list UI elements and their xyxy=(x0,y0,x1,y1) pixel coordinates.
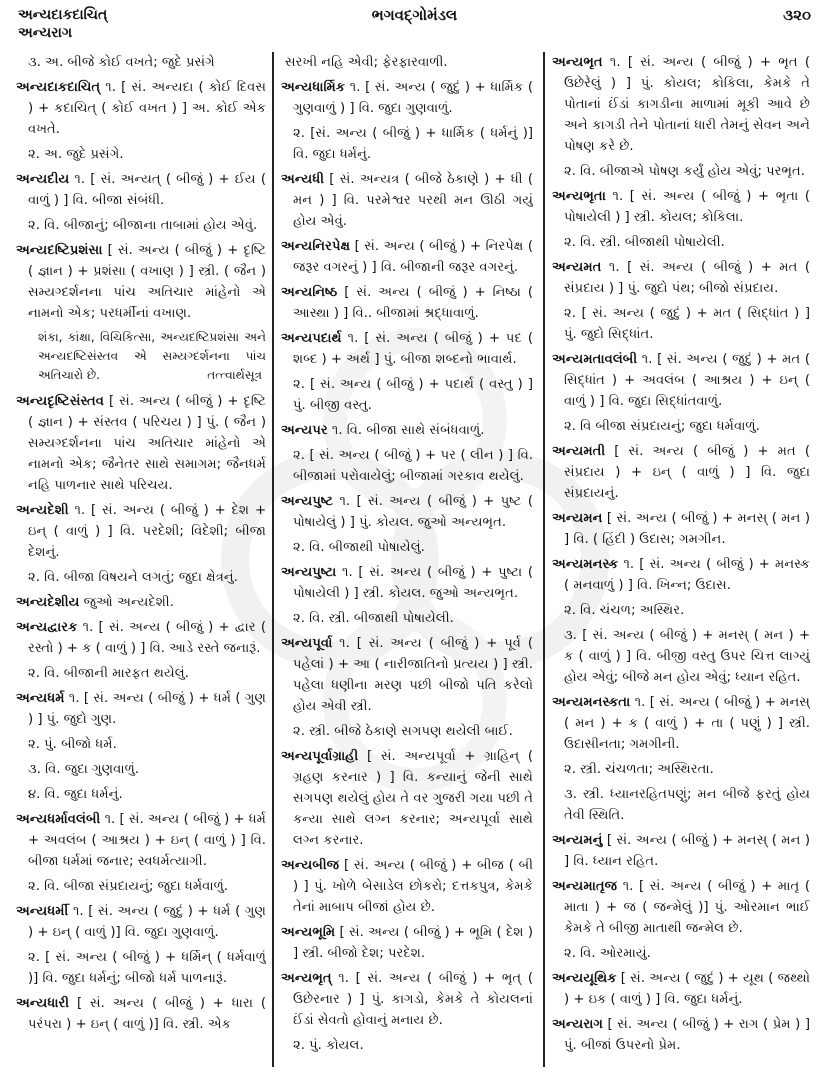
headword: અન્યમનું xyxy=(552,833,603,848)
dictionary-entry xyxy=(552,508,810,550)
headword: અન્યપર xyxy=(281,423,328,438)
headword: અન્યપૂર્વા xyxy=(281,636,333,651)
dictionary-entry xyxy=(552,876,810,939)
dictionary-entry xyxy=(281,420,533,441)
definition-text: જુઓ અન્યદેશી. xyxy=(79,595,174,610)
headword: અન્યપૂર્વાગ્રાહી xyxy=(281,749,359,764)
page-header xyxy=(18,6,811,46)
dictionary-entry xyxy=(281,562,533,604)
headword: અન્યદ્વારક xyxy=(16,620,78,635)
headword: અન્યધારી xyxy=(16,996,70,1011)
definition-text: ૧. [ સં. અન્ય ( બીજું ) + મત ( સંપ્રદાય ) ] પું. જુદો પંથ; બીજો સંપ્રદાય. xyxy=(564,260,810,296)
headword: અન્યમાતૃજ xyxy=(552,879,618,894)
headword: અન્યરાગ xyxy=(552,1017,603,1032)
headword: અન્યમતાવલંબી xyxy=(552,352,638,367)
dictionary-entry xyxy=(16,240,266,324)
sense-definition: ૨. વિ બીજા સંપ્રદાયનું; જુદા ધર્મવાળું. xyxy=(564,419,760,434)
dictionary-entry xyxy=(281,236,533,278)
definition-text: ૧. [ સં. અન્ય ( બીજું ) + માતૃ ( માતા ) + જ ( જન્મેલું )] પું. ઓરમાન ભાઈ કેમકે તે બીજી માતાથી જન્મેલ છે. xyxy=(564,879,810,936)
definition-text: [ સં. અન્ય ( બીજું ) + દૃષ્ટિ ( જ્ઞાન ) + પ્રશંસા ( વખાણ ) ] સ્ત્રી. ( જૈન ) સમ્યગ્દર્શનના પાંચ અતિચાર માંહેનો એ નામનો એક; પરધર્મીનાં વખાણ. xyxy=(28,243,266,321)
definition-text: ૧. [ સં. અન્ય ( બીજું ) + પુષ્ટ ( પોષાયેલું ) ] પું. કોયલ. જુઓ અન્યભૃત. xyxy=(293,494,533,530)
sense-definition: ૨. [ સં. અન્ય ( બીજું ) + પદાર્થ ( વસ્તુ ) ] પું. બીજી વસ્તુ. xyxy=(293,377,533,413)
headword: અન્યપુષ્ટા xyxy=(281,565,337,580)
definition-text: [ સં. અન્યત્ર ( બીજે ઠેકાણે ) + ધી ( મન ) ] વિ. પરમેશ્વર પરથી મન ઊઠી ગયું હોય એવું. xyxy=(293,172,533,229)
definition-text: ૧. [ સં. અન્ય ( બીજું ) + ધર્મ + અવલંબ ( આશ્રય ) + ઇન્ ( વાળું ) ] વિ. બીજા ધર્મમાં જનાર; સ્વધર્મત્યાગી. xyxy=(28,812,266,869)
sense-definition: ૩. વિ. જુદા ગુણવાળું. xyxy=(28,762,140,777)
definition-text: [ સં. અન્ય ( બીજું ) + રાગ ( પ્રેમ ) ] પું. બીજાં ઉપરનો પ્રેમ. xyxy=(564,1017,810,1053)
dictionary-entry xyxy=(281,491,533,533)
headword: અન્યધર્મી xyxy=(16,904,69,919)
dictionary-entry xyxy=(281,328,533,370)
definition-text: ૧. [ સં. અન્ય ( જુદું ) + ધાર્મિક ( ગુણવાળું ) ] વિ. જુદા ગુણવાળું. xyxy=(293,80,533,116)
sense-definition: ૩. [ સં. અન્ય ( બીજું ) + મનસ્ ( મન ) + ક ( વાળું ) ] વિ. બીજી વસ્તુ ઉપર ચિત્ત લાગ્યું હોય એવું; બીજે મન હોય એવું; ધ્યાન રહિત. xyxy=(564,628,810,685)
headword: અન્યપદાર્થ xyxy=(281,331,342,346)
headword: અન્યપુષ્ટ xyxy=(281,494,334,509)
sense-definition: ૨. વિ. ઓરમાયું. xyxy=(564,946,651,961)
definition-text: ૧. [ સં. અન્ય ( બીજું ) + ભૃતા ( પોષાયેલી ) ] સ્ત્રી. કોયલ; કોકિલા. xyxy=(564,189,810,225)
sense-definition: ૨. પું. કોયલ. xyxy=(293,1038,364,1053)
headword: અન્યભૂમિ xyxy=(281,925,336,940)
sense-definition: ૨. વિ. બીજાની મારફત થયેલું. xyxy=(28,666,189,681)
definition-text: [ સં. અન્ય ( બીજું ) + ભૂમિ ( દેશ ) ] સ્ત્રી. બીજો દેશ; પરદેશ. xyxy=(293,925,533,961)
sense-definition: ૨. અ. જુદે પ્રસંગે. xyxy=(28,147,124,162)
headword: અન્યધાર્મિક xyxy=(281,80,346,95)
headword: અન્યદીય xyxy=(16,172,70,187)
dictionary-entry xyxy=(552,349,810,412)
dictionary-entry xyxy=(552,257,810,299)
dictionary-entry xyxy=(281,922,533,964)
definition-text: ૧. [ સં. અન્યત્ ( બીજું ) + ઈય ( વાળું ) ] વિ. બીજા સંબંધી. xyxy=(28,172,266,208)
dictionary-entry xyxy=(16,592,266,613)
headword: અન્યમતી xyxy=(552,444,606,459)
definition-text: ૧. [ સં. અન્ય ( બીજું ) + મનસ્ ( મન ) + ક ( વાળું ) + તા ( પણું ) ] સ્ત્રી. ઉદાસીનતા; ગમગીની. xyxy=(564,695,810,752)
definition-text: ૧. [ સં. અન્ય ( બીજું ) + દ્વાર ( રસ્તો ) + ક ( વાળું ) ] વિ. આડે રસ્તે જનારૂં. xyxy=(28,620,266,656)
dictionary-entry xyxy=(552,554,810,596)
column-divider xyxy=(543,52,545,1067)
dictionary-entry xyxy=(552,968,810,1010)
sense-definition: ૨. વિ. ચંચળ; અસ્થિર. xyxy=(564,603,685,618)
last-guide-word: અન્યરાગ xyxy=(18,25,73,41)
definition-text: [ સં. અન્ય ( બીજું ) + નિષ્ઠા ( આસ્થા ) ] વિ.. બીજામાં શ્રદ્ધાવાળું. xyxy=(293,285,533,321)
definition-text: ૧. [ સં. અન્ય ( બીજું ) + ધર્મ ( ગુણ ) ] પું. જુદો ગુણ. xyxy=(28,691,266,727)
definition-text: ૧. [ સં. અન્ય ( બીજું ) + ભૃત્ ( ઉછેરનાર ) ] પું. કાગડો, કેમકે તે કોયલનાં ઈંડાં સેવતો હોવાનું મનાય છે. xyxy=(293,971,533,1028)
dictionary-entry xyxy=(16,993,266,1035)
dictionary-entry xyxy=(16,169,266,211)
dictionary-entry xyxy=(16,901,266,943)
sense-definition: ૩. સ્ત્રી. ધ્યાનરહિતપણું; મન બીજે ફરતું હોય તેવી સ્થિતિ. xyxy=(564,787,810,823)
dictionary-entry xyxy=(552,830,810,872)
definition-text: ૧. [ સં. અન્ય ( બીજું ) + ભૃત ( ઉછેરેલું ) ] પું. કોયલ; કોકિલા, કેમકે તે પોતાનાં ઈંડાં કાગડીના માળામાં મૂકી આવે છે અને કાગડી તેને પોતાનાં ધારી તેમનું સેવન અને પોષણ કરે છે. xyxy=(564,55,810,154)
column-1 xyxy=(16,52,266,1071)
headword: અન્યભૃત xyxy=(552,55,603,70)
definition-text: [ સં. અન્ય ( બીજું ) + બીજ ( બી ) ] પું. ખોળે બેસાડેલ છોકરો; દત્તકપુત્ર, કેમકે તેનાં માબાપ બીજાં હોય છે. xyxy=(293,858,533,915)
quote-text: શંકા, કાંક્ષા, વિચિકિત્સા, અન્યદષ્ટિપ્રશંસા અને અન્યદષ્ટિસંસ્તવ એ સમ્યગ્દર્શનના પાંચ અતિચારો છે. xyxy=(38,330,266,382)
dictionary-entry xyxy=(16,500,266,563)
page-number: ૩૨૦ xyxy=(783,6,811,24)
column-2 xyxy=(281,52,533,1071)
sense-definition: ૨. વિ. બીજા સંપ્રદાયનું; જુદા ધર્મવાળું. xyxy=(28,879,229,894)
sense-definition: ૪. વિ. જુદા ધર્મનું. xyxy=(28,787,123,802)
headword: અન્યદેશીય xyxy=(16,595,80,610)
sense-definition: ૨. વિ. બીજાથી પોષાયેલું. xyxy=(293,540,425,555)
definition-text: [ સં. અન્ય ( બીજું ) + ધારા ( પરંપરા ) + ઇન્ ( વાળું )] વિ. સ્ત્રી. એક xyxy=(28,996,266,1032)
headword: અન્યભૃતા xyxy=(552,189,606,204)
definition-text: ૧. વિ. બીજા સાથે સંબંધવાળું. xyxy=(327,423,485,438)
dictionary-entry xyxy=(281,855,533,918)
dictionary-entry xyxy=(16,809,266,872)
definition-text: [ સં. અન્ય ( બીજું ) + મત ( સંપ્રદાય ) + ઇન્ ( વાળું ) ] વિ. જુદા સંપ્રદાયનું. xyxy=(564,444,810,501)
headword: અન્યધી xyxy=(281,172,325,187)
dictionary-entry xyxy=(552,52,810,157)
sense-definition: ૨. વિ. બીજાએ પોષણ કર્યું હોય એવું; પરભૃત. xyxy=(564,164,805,179)
headword: અન્યધર્મ xyxy=(16,691,65,706)
headword: અન્યમન xyxy=(552,511,603,526)
sense-definition: ૨. પું. બીજો ધર્મ. xyxy=(28,737,117,752)
dictionary-entry xyxy=(16,77,266,140)
dictionary-entry xyxy=(552,692,810,755)
headword: અન્યદષ્ટિપ્રશંસા xyxy=(16,243,103,258)
headword: અન્યયૂથિક xyxy=(552,971,617,986)
dictionary-entry xyxy=(16,688,266,730)
headword: અન્યમનસ્કતા xyxy=(552,695,631,710)
citation-quote xyxy=(16,328,266,385)
headword: અન્યધર્માવલંબી xyxy=(16,812,101,827)
headword: અન્યનિરપેક્ષ xyxy=(281,239,351,254)
sense-definition: ૨. વિ. સ્ત્રી. બીજાથી પોષાયેલી. xyxy=(564,235,725,250)
sense-definition: ૩. અ. બીજે કોઈ વખતે; જુદે પ્રસંગે xyxy=(28,55,215,70)
headword: અન્યદેશી xyxy=(16,503,69,518)
headword: અન્યમનસ્ક xyxy=(552,557,619,572)
definition-text: ૧. [ સં. અન્ય ( બીજું ) + મનસ્ક ( મનવાળું ) ] વિ. ખિન્ન; ઉદાસ. xyxy=(564,557,810,593)
definition-text: [ સં. અન્ય ( બીજું ) + મનસ્ ( મન ) ] વિ. ( હિંદી ) ઉદાસ; ગમગીન. xyxy=(564,511,810,547)
definition-text: ૧. [ સં. અન્ય ( બીજું ) + પૂર્વ ( પહેલાં ) + આ ( નારીજાતિનો પ્રત્યય ) ] સ્ત્રી. પહેલા ધણીના મરણ પછી બીજો પતિ કરેલો હોય એવી સ્ત્રી. xyxy=(293,636,533,714)
headword: અન્યભૃત્ xyxy=(281,971,332,986)
sense-definition: ૨. સ્ત્રી. ચંચળતા; અસ્થિરતા. xyxy=(564,762,714,777)
column-3 xyxy=(552,52,810,1071)
definition-text: [ સં. અન્ય ( જુદું ) + યૂથ ( જથ્થો ) + ઇક ( વાળું ) ] વિ. જુદા ધર્મનું. xyxy=(564,971,810,1007)
dictionary-entry xyxy=(552,441,810,504)
definition-text: [ સં. અન્ય ( બીજું ) + મનસ્ ( મન ) ] વિ. ધ્યાન રહિત. xyxy=(564,833,810,869)
dictionary-entry xyxy=(16,617,266,659)
headword: અન્યબીજ xyxy=(281,858,340,873)
sense-definition: ૨. [ સં. અન્ય ( જુદું ) + મત ( સિદ્ધાંત ) ] પું. જુદો સિદ્ધાંત. xyxy=(564,306,810,342)
column-divider xyxy=(272,52,274,1067)
dictionary-entry xyxy=(281,169,533,232)
headword: અન્યમત xyxy=(552,260,602,275)
definition-text: ૧. [ સં. અન્ય ( જુદું ) + ધર્મ ( ગુણ ) + ઇન્ ( વાળું )] વિ. જુદા ગુણવાળું. xyxy=(28,904,266,940)
sense-definition: ૨. સ્ત્રી. બીજે ઠેકાણે સગપણ થયેલી બાઈ. xyxy=(293,724,513,739)
dictionary-entry xyxy=(16,391,266,496)
headword: અન્યદૃષ્ટિસંસ્તવ xyxy=(16,394,104,409)
dictionary-entry xyxy=(552,186,810,228)
quote-source: તત્ત્વાર્થસૂત્ર xyxy=(207,368,262,382)
first-guide-word: અન્યદાકદાચિત્ xyxy=(18,7,108,23)
definition-text: [ સં. અન્યપૂર્વા + ગ્રાહિન્ ( ગ્રહણ કરનાર ) ] વિ. કન્યાનું જેની સાથે સગપણ થયેલું હોય તે વર ગુજરી ગયા પછી તે કન્યા સાથે લગ્ન કરનાર; અન્યપૂર્વા સાથે લગ્ન કરનાર. xyxy=(293,749,533,848)
book-title: ભગવદ્ગોમંડલ xyxy=(371,6,458,24)
definition-text: ૧. [ સં. અન્ય ( બીજું ) + પદ ( શબ્દ ) + અર્થ ] પું. બીજા શબ્દનો ભાવાર્થ. xyxy=(293,331,533,367)
definition-text: ૧. [ સં. અન્ય ( જુદું ) + મત ( સિદ્ધાંત ) + અવલંબ ( આશ્રય ) + ઇન્ ( વાળું ) ] વિ. જુદા સિદ્ધાંતવાળું. xyxy=(564,352,810,409)
sense-definition: ૨. [ સં. અન્ય ( બીજું ) + ધર્મિન્ ( ધર્મવાળું )] વિ. જુદા ધર્મનું; બીજો ધર્મ પાળનારૂં. xyxy=(28,950,266,986)
sense-definition: ૨. વિ. બીજાનું; બીજાના તાબામાં હોય એવું. xyxy=(28,218,258,233)
definition-text: [ સં. અન્ય ( બીજું ) + દૃષ્ટિ ( જ્ઞાન ) + સંસ્તવ ( પરિચય ) ] પું. ( જૈન ) સમ્યગ્દર્શનના પાંચ અતિચાર માંહેનો એ નામનો એક; જૈનેતર સાથે સમાગમ; જૈનધર્મ નહિ પાળનાર સાથે પરિચય. xyxy=(28,394,266,493)
definition-text: ૧. [ સં. અન્ય ( બીજું ) + પુષ્ટા ( પોષાયેલી ) ] સ્ત્રી. કોયલ. જુઓ અન્યભૃત. xyxy=(293,565,533,601)
definition-text: ૧. [ સં. અન્ય ( બીજું ) + દેશ + ઇન્ ( વાળું ) ] વિ. પરદેશી; વિદેશી; બીજા દેશનું. xyxy=(28,503,266,560)
dictionary-entry xyxy=(281,746,533,851)
dictionary-entry xyxy=(281,633,533,717)
dictionary-entry xyxy=(281,282,533,324)
sense-definition: ૨. [સં. અન્ય ( બીજું ) + ધાર્મિક ( ધર્મનું )] વિ. જુદા ધર્મનું. xyxy=(293,126,533,162)
dictionary-entry xyxy=(281,77,533,119)
definition-text: ૧. [ સં. અન્યદા ( કોઈ દિવસ ) + કદાચિત્ ( કોઈ વખત ) ] અ. કોઈ એક વખતે. xyxy=(28,80,266,137)
headword: અન્યનિષ્ઠ xyxy=(281,285,338,300)
sense-definition: ૨. વિ. બીજા વિષયને લગતું; જુદા ક્ષેત્રનું. xyxy=(28,570,238,585)
continued-definition: સરખી નહિ એવી; ફેરફારવાળી. xyxy=(285,55,448,70)
sense-definition: ૨. [ સં. અન્ય ( બીજું ) + પર ( લીન ) ] વિ. બીજામાં પરોવાયેલું; બીજામાં ગરકાવ થયેલું. xyxy=(293,448,533,484)
dictionary-entry xyxy=(552,1014,810,1056)
headword: અન્યદાકદાચિત્ xyxy=(16,80,101,95)
dictionary-entry xyxy=(281,968,533,1031)
sense-definition: ૨. વિ. સ્ત્રી. બીજાથી પોષાયેલી. xyxy=(293,611,454,626)
definition-text: [ સં. અન્ય ( બીજું ) + નિરપેક્ષ ( જરૂર વગરનું ) ] વિ. બીજાની જરૂર વગરનું. xyxy=(293,239,533,275)
